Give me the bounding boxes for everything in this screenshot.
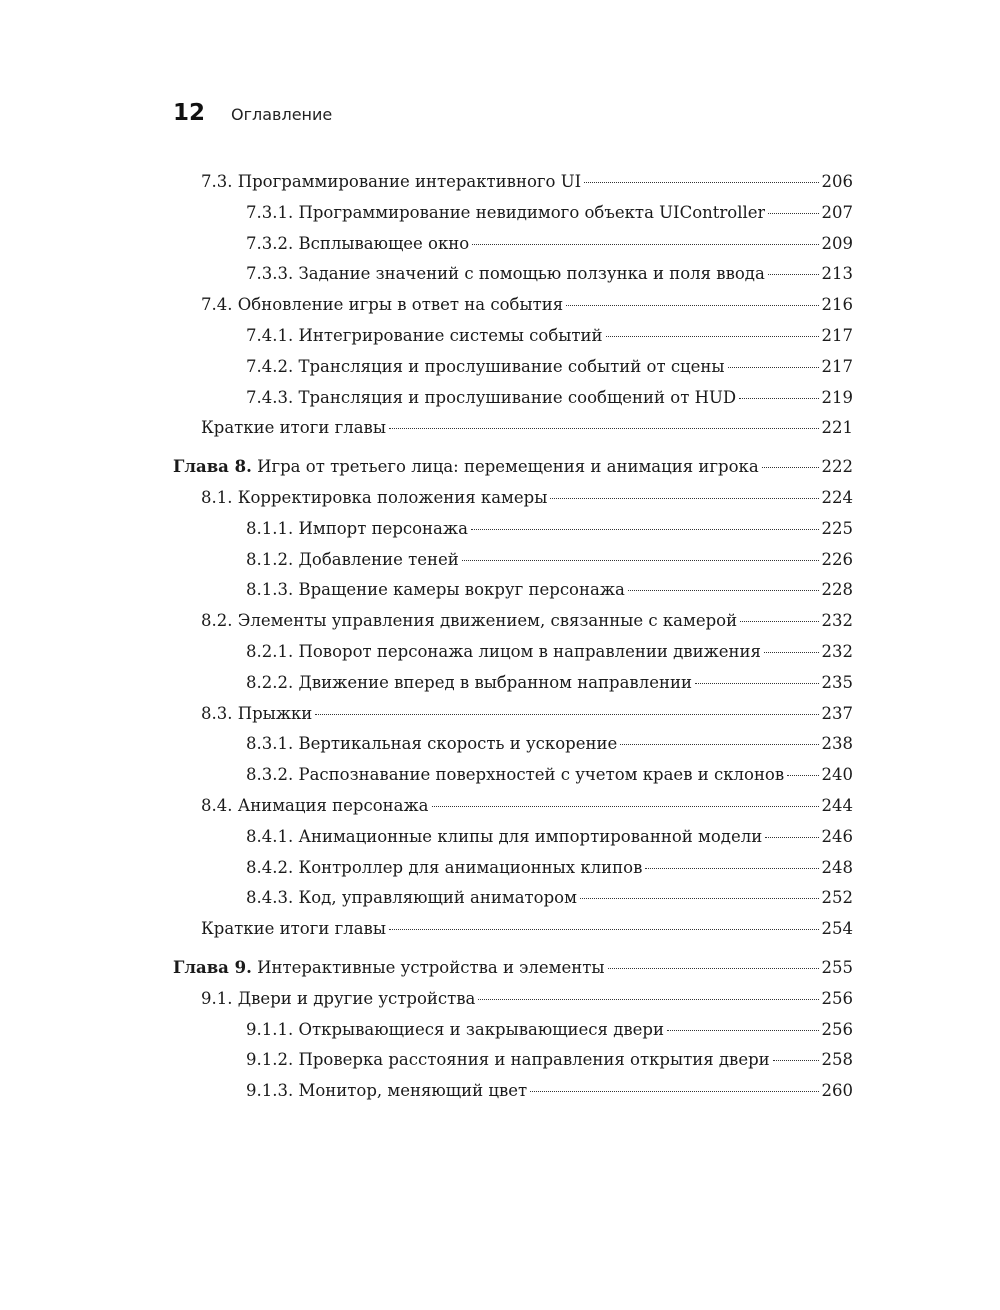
dot-leader xyxy=(606,336,819,337)
toc-entry-title: 7.4.2. Трансляция и прослушивание событий от сцены xyxy=(246,356,725,376)
toc-entry-label xyxy=(246,667,692,698)
toc-subsection-entry xyxy=(173,320,853,351)
toc-entry-title: 8.2. Элементы управления движением, связанные с камерой xyxy=(201,611,738,631)
toc-entry-label xyxy=(246,1014,664,1045)
toc-chapter-entry xyxy=(173,952,853,983)
toc-entry-title: 8.1.3. Вращение камеры вокруг персонажа xyxy=(246,580,625,600)
toc-entry-label xyxy=(201,289,563,320)
toc-subsection-entry xyxy=(173,882,853,913)
toc-entry-label xyxy=(201,790,429,821)
toc-entry-label xyxy=(246,852,642,883)
toc-page-number: 221 xyxy=(821,418,853,438)
dot-leader xyxy=(608,968,819,969)
toc-page-number: 209 xyxy=(821,233,853,253)
toc-entry-title: 8.4.3. Код, управляющий аниматором xyxy=(246,888,577,908)
toc-page-number: 225 xyxy=(821,518,853,538)
toc-subsection-entry xyxy=(173,852,853,883)
toc-page-number: 256 xyxy=(821,988,853,1008)
toc-page-number: 255 xyxy=(821,958,853,977)
toc-entry-label xyxy=(201,482,547,513)
dot-leader xyxy=(764,652,819,653)
toc-section-entry xyxy=(173,605,853,636)
dot-leader xyxy=(389,428,819,429)
toc-page-number: 217 xyxy=(821,356,853,376)
toc-entry-title: 8.4. Анимация персонажа xyxy=(201,796,429,815)
dot-leader xyxy=(768,274,819,275)
toc-entry-label xyxy=(246,1075,527,1106)
toc-entry-label xyxy=(173,451,759,482)
toc-subsection-entry xyxy=(173,574,853,605)
toc-entry-title: 7.3.3. Задание значений с помощью ползунка и поля ввода xyxy=(246,264,765,284)
toc-page-number: 256 xyxy=(821,1019,853,1039)
dot-leader xyxy=(478,999,818,1000)
dot-leader xyxy=(462,560,819,561)
dot-leader xyxy=(584,182,818,183)
page-number: 12 xyxy=(173,100,206,126)
toc-subsection-entry xyxy=(173,821,853,852)
toc-subsection-entry xyxy=(173,258,853,289)
toc-entry-title: 9.1.1. Открывающиеся и закрывающиеся двери xyxy=(246,1019,664,1039)
toc-page-number: 260 xyxy=(821,1081,853,1101)
toc-entry-label xyxy=(246,882,577,913)
toc-entry-title: 7.3.2. Всплывающее окно xyxy=(246,233,470,253)
toc-chapter-entry xyxy=(173,451,853,482)
toc-page-number: 224 xyxy=(821,488,853,507)
toc-entry-title: Интерактивные устройства и элементы xyxy=(251,958,605,977)
toc-page-number: 207 xyxy=(821,202,853,222)
dot-leader xyxy=(667,1030,819,1031)
toc-entry-title: 7.4.3. Трансляция и прослушивание сообщений от HUD xyxy=(246,387,737,407)
toc-entry-label xyxy=(246,320,603,351)
dot-leader xyxy=(580,898,819,899)
toc-section-entry xyxy=(173,698,853,729)
toc-subsection-entry xyxy=(173,667,853,698)
toc-entry-label xyxy=(201,412,386,443)
toc-section-entry xyxy=(173,482,853,513)
dot-leader xyxy=(773,1060,819,1061)
toc-entry-label xyxy=(246,258,765,289)
dot-leader xyxy=(762,467,819,468)
toc-page-number: 244 xyxy=(821,796,853,815)
toc-subsection-entry xyxy=(173,351,853,382)
toc-section-entry xyxy=(173,289,853,320)
dot-leader xyxy=(530,1091,818,1092)
toc-entry-title: 8.2.2. Движение вперед в выбранном направлении xyxy=(246,672,692,692)
dot-leader xyxy=(389,929,819,930)
dot-leader xyxy=(739,398,818,399)
toc-entry-title: 7.3.1. Программирование невидимого объекта UIController xyxy=(246,202,766,222)
toc-entry-title: 7.3. Программирование интерактивного UI xyxy=(201,172,582,191)
dot-leader xyxy=(695,683,819,684)
toc-entry-title: 8.4.2. Контроллер для анимационных клипов xyxy=(246,857,643,877)
toc-entry-label xyxy=(201,983,475,1014)
toc-entry-label xyxy=(173,952,605,983)
toc-entry-label xyxy=(246,574,625,605)
toc-page-number: 248 xyxy=(821,857,853,877)
dot-leader xyxy=(472,244,818,245)
toc-subsection-entry xyxy=(173,636,853,667)
dot-leader xyxy=(566,305,818,306)
toc-entry-title: 8.3.1. Вертикальная скорость и ускорение xyxy=(246,734,618,754)
dot-leader xyxy=(728,367,819,368)
toc-section-entry xyxy=(173,166,853,197)
toc-entry-title: 9.1.2. Проверка расстояния и направления открытия двери xyxy=(246,1050,770,1070)
toc-page-number: 226 xyxy=(821,549,853,569)
page-header xyxy=(173,100,332,134)
toc-subsection-entry xyxy=(173,1044,853,1075)
toc-entry-label xyxy=(201,913,386,944)
toc-entry-title: Игра от третьего лица: перемещения и анимация игрока xyxy=(251,457,759,477)
toc-page-number: 217 xyxy=(821,326,853,345)
toc-subsection-entry xyxy=(173,228,853,259)
toc-page-number: 237 xyxy=(821,703,853,723)
toc-page-number: 235 xyxy=(821,672,853,692)
toc-entry-label xyxy=(246,636,761,667)
toc-subsection-entry xyxy=(173,382,853,413)
toc-entry-label xyxy=(246,197,765,228)
dot-leader xyxy=(471,529,819,530)
toc-entry-label xyxy=(246,759,784,790)
toc-entry-label xyxy=(246,821,762,852)
toc-chapter-prefix: Глава 8. xyxy=(173,457,252,477)
dot-leader xyxy=(768,213,818,214)
dot-leader xyxy=(740,621,818,622)
toc-page-number: 238 xyxy=(821,734,853,754)
toc-entry-title: 7.4. Обновление игры в ответ на события xyxy=(201,295,564,315)
toc-entry-title: 9.1. Двери и другие устройства xyxy=(201,988,476,1008)
running-header-title: Оглавление xyxy=(231,105,333,124)
toc-entry-label xyxy=(246,1044,770,1075)
dot-leader xyxy=(620,744,818,745)
toc-entry-label xyxy=(246,228,469,259)
toc-page-number: 246 xyxy=(821,826,853,846)
toc-page-number: 258 xyxy=(821,1050,853,1070)
toc-page-number: 232 xyxy=(821,642,853,661)
toc-entry-title: 8.1.1. Импорт персонажа xyxy=(246,518,468,538)
toc-entry-title: 8.4.1. Анимационные клипы для импортированной модели xyxy=(246,826,763,846)
toc-entry-title: 9.1.3. Монитор, меняющий цвет xyxy=(246,1081,528,1101)
toc-entry-label xyxy=(201,605,737,636)
toc-page-number: 222 xyxy=(821,457,853,477)
toc-entry-label xyxy=(201,698,312,729)
dot-leader xyxy=(765,837,818,838)
toc-entry-title: 8.3.2. Распознавание поверхностей с учетом краев и склонов xyxy=(246,765,785,785)
dot-leader xyxy=(628,590,819,591)
toc-subsection-entry xyxy=(173,1014,853,1045)
toc-subsection-entry xyxy=(173,728,853,759)
toc-page-number: 213 xyxy=(821,264,853,284)
toc-entry-title: Краткие итоги главы xyxy=(201,919,386,939)
toc-page-number: 206 xyxy=(821,172,853,191)
toc-section-entry xyxy=(173,983,853,1014)
dot-leader xyxy=(550,498,818,499)
toc-page-number: 240 xyxy=(821,765,853,785)
toc-chapter-prefix: Глава 9. xyxy=(173,958,252,977)
toc-entry-label xyxy=(246,382,736,413)
toc-subsection-entry xyxy=(173,513,853,544)
toc-entry-title: 8.1. Корректировка положения камеры xyxy=(201,488,548,507)
toc-entry-title: 8.2.1. Поворот персонажа лицом в направлении движения xyxy=(246,642,761,661)
toc-subsection-entry xyxy=(173,1075,853,1106)
toc-section-entry xyxy=(173,412,853,443)
dot-leader xyxy=(645,868,818,869)
toc-entry-label xyxy=(201,166,581,197)
toc-section-entry xyxy=(173,913,853,944)
toc-page-number: 232 xyxy=(821,611,853,631)
toc-entry-label xyxy=(246,351,725,382)
toc-page-number: 219 xyxy=(821,387,853,407)
toc-subsection-entry xyxy=(173,544,853,575)
dot-leader xyxy=(787,775,818,776)
toc-entry-title: 7.4.1. Интегрирование системы событий xyxy=(246,326,603,345)
toc-entry-label xyxy=(246,513,468,544)
toc-subsection-entry xyxy=(173,759,853,790)
toc-page-number: 216 xyxy=(821,295,853,315)
toc-page-number: 252 xyxy=(821,888,853,908)
toc-entry-title: Краткие итоги главы xyxy=(201,418,386,438)
toc-page-number: 254 xyxy=(821,919,853,939)
dot-leader xyxy=(432,806,819,807)
toc-page-number: 228 xyxy=(821,580,853,600)
toc-subsection-entry xyxy=(173,197,853,228)
toc-entry-label xyxy=(246,728,617,759)
dot-leader xyxy=(315,714,818,715)
toc-entry-title: 8.3. Прыжки xyxy=(201,703,313,723)
toc-entry-title: 8.1.2. Добавление теней xyxy=(246,549,459,569)
toc-section-entry xyxy=(173,790,853,821)
toc-entry-label xyxy=(246,544,459,575)
